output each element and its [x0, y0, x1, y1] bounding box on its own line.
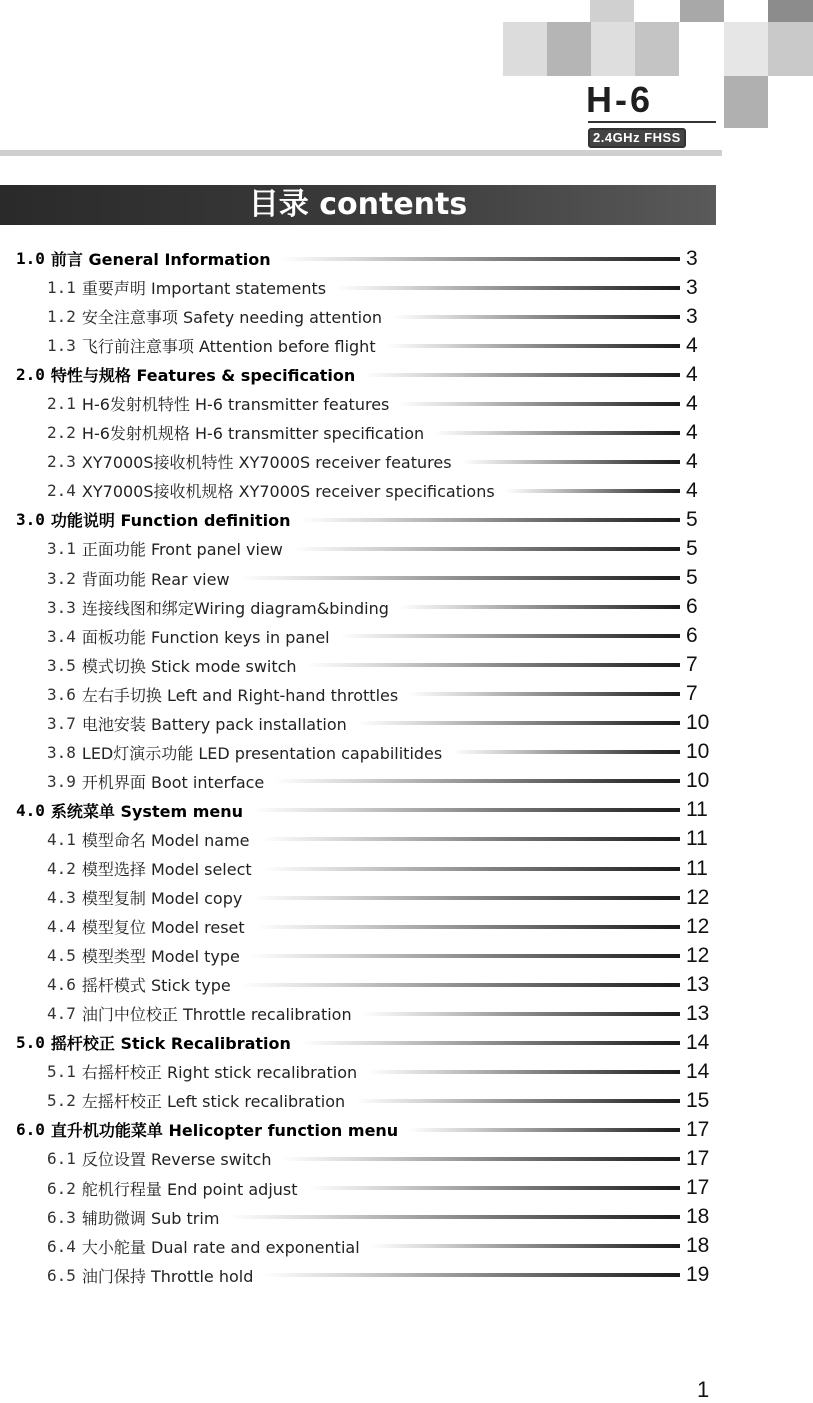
toc-section[interactable]: [0, 244, 722, 273]
toc-leader: [253, 808, 680, 812]
toc-number: 6.0: [16, 1120, 45, 1140]
toc-number: 5.2: [47, 1091, 76, 1111]
toc-section[interactable]: [0, 360, 722, 389]
toc-title: 连接线图和绑定Wiring diagram&binding: [81, 598, 389, 618]
toc-entry[interactable]: [0, 1203, 722, 1232]
toc-page: 4: [686, 333, 698, 357]
toc-number: 6.4: [47, 1236, 76, 1256]
toc-title: 系统菜单 System menu: [50, 801, 244, 821]
toc-page: 3: [686, 246, 698, 270]
toc-title: 模型复制 Model copy: [81, 889, 243, 909]
toc-number: 2.1: [47, 394, 76, 414]
toc-page: 14: [686, 1030, 710, 1054]
toc-title: 面板功能 Function keys in panel: [81, 627, 330, 647]
toc-number: 1.2: [47, 307, 76, 327]
toc-page: 18: [686, 1205, 710, 1229]
toc-number: 3.6: [47, 684, 76, 704]
toc-leader: [399, 402, 680, 406]
toc-leader: [250, 954, 680, 958]
toc-page: 17: [686, 1146, 710, 1170]
toc-leader: [336, 286, 680, 290]
toc-title: 油门中位校正 Throttle recalibration: [81, 1005, 352, 1025]
toc-entry[interactable]: [0, 883, 722, 912]
toc-title: 特性与规格 Features & specification: [50, 366, 356, 386]
toc-leader: [362, 1012, 680, 1016]
toc-entry[interactable]: [0, 738, 722, 767]
toc-page: 11: [686, 827, 708, 851]
toc-number: 1.0: [16, 249, 45, 269]
toc-title: XY7000S接收机规格 XY7000S receiver specifications: [81, 482, 495, 502]
toc-page: 10: [686, 769, 710, 793]
toc-number: 3.7: [47, 713, 76, 733]
decor-square: [724, 76, 768, 128]
toc-title: 辅助微调 Sub trim: [81, 1208, 220, 1228]
toc-page: 12: [686, 885, 710, 909]
toc-entry[interactable]: [0, 1144, 722, 1173]
toc-title: 背面功能 Rear view: [81, 569, 230, 589]
brand-logo: H-6: [586, 79, 654, 120]
decor-square: [768, 22, 813, 76]
toc-page: 17: [686, 1117, 710, 1141]
toc-title: 摇杆模式 Stick type: [81, 976, 231, 996]
toc-number: 3.5: [47, 655, 76, 675]
toc-number: 2.0: [16, 365, 45, 385]
toc-number: 2.4: [47, 481, 76, 501]
decor-square: [724, 22, 768, 76]
toc-title: 左摇杆校正 Left stick recalibration: [81, 1092, 346, 1112]
toc-title: 飞行前注意事项 Attention before flight: [81, 337, 376, 357]
toc-page: 11: [686, 856, 708, 880]
toc-title: 左右手切换 Left and Right-hand throttles: [81, 685, 399, 705]
toc-number: 5.0: [16, 1033, 45, 1053]
toc-title: LED灯演示功能 LED presentation capabilitides: [81, 743, 443, 763]
toc-entry[interactable]: [0, 273, 722, 302]
decor-square: [503, 22, 547, 76]
toc-leader: [408, 1128, 680, 1132]
toc-number: 4.7: [47, 1004, 76, 1024]
toc-number: 3.4: [47, 626, 76, 646]
toc-leader: [307, 663, 680, 667]
toc-page: 12: [686, 943, 710, 967]
toc-entry[interactable]: [0, 709, 722, 738]
toc-leader: [301, 518, 680, 522]
toc-title: 舵机行程量 End point adjust: [81, 1179, 298, 1199]
toc-number: 1.3: [47, 336, 76, 356]
toc-page: 5: [686, 536, 698, 560]
toc-number: 3.2: [47, 568, 76, 588]
toc-title: H-6发射机特性 H-6 transmitter features: [81, 395, 390, 415]
toc-number: 4.2: [47, 859, 76, 878]
toc-number: 2.2: [47, 423, 76, 443]
toc-leader: [263, 1273, 680, 1277]
decor-square: [547, 22, 591, 76]
toc-number: 6.5: [47, 1265, 76, 1285]
toc-leader: [370, 1244, 680, 1248]
toc-entry[interactable]: [0, 534, 722, 563]
toc-title: 模型复位 Model reset: [81, 918, 245, 938]
toc-entry[interactable]: [0, 622, 722, 651]
toc-page: 14: [686, 1059, 710, 1083]
toc-leader: [392, 315, 680, 319]
contents-title-bar: [0, 185, 716, 225]
toc-title: 油门保持 Throttle hold: [81, 1266, 254, 1286]
toc-leader: [434, 431, 680, 435]
toc-page: 10: [686, 740, 710, 764]
toc-page: 4: [686, 449, 698, 473]
toc-leader: [255, 925, 680, 929]
toc-leader: [365, 373, 680, 377]
toc-leader: [386, 344, 680, 348]
toc-leader: [260, 837, 681, 841]
toc-leader: [281, 257, 680, 261]
logo-subtitle: 2.4GHz FHSS: [588, 128, 686, 148]
toc-leader: [241, 983, 680, 987]
toc-page: 18: [686, 1234, 710, 1258]
toc-leader: [262, 867, 680, 871]
toc-entry[interactable]: [0, 651, 722, 680]
toc-number: 4.6: [47, 975, 76, 995]
toc-leader: [355, 1099, 680, 1103]
toc-leader: [367, 1070, 680, 1074]
toc-page: 6: [686, 595, 698, 619]
toc-section[interactable]: [0, 505, 722, 534]
toc-leader: [240, 576, 680, 580]
toc-page: 13: [686, 1001, 710, 1025]
toc-page: 15: [686, 1088, 710, 1112]
header-rule: [0, 150, 722, 156]
toc-page: 12: [686, 914, 710, 938]
toc-entry[interactable]: [0, 302, 722, 331]
toc-entry[interactable]: [0, 418, 722, 447]
toc-page: 7: [686, 653, 698, 677]
toc-number: 3.3: [47, 597, 76, 617]
toc-page: 4: [686, 478, 698, 502]
toc-title: 前言 General Information: [50, 250, 271, 270]
toc-leader: [301, 1041, 680, 1045]
toc-section[interactable]: [0, 1115, 722, 1144]
toc-title: 重要声明 Important statements: [81, 279, 327, 299]
toc-page: 3: [686, 275, 698, 299]
toc-entry[interactable]: [0, 999, 722, 1028]
toc-number: 1.1: [47, 278, 76, 298]
toc-title: 模型类型 Model type: [81, 947, 240, 967]
toc-leader: [308, 1186, 680, 1190]
decor-square: [768, 0, 813, 22]
page-number: 1: [697, 1377, 710, 1402]
toc-number: 5.1: [47, 1062, 76, 1082]
toc-page: 10: [686, 711, 710, 735]
toc-entry[interactable]: [0, 593, 722, 622]
toc-number: 6.3: [47, 1207, 76, 1227]
toc-page: 13: [686, 972, 710, 996]
toc-title: 直升机功能菜单 Helicopter function menu: [50, 1121, 399, 1141]
toc-title: 大小舵量 Dual rate and exponential: [81, 1237, 360, 1257]
toc-entry[interactable]: [0, 476, 722, 505]
toc-leader: [452, 750, 680, 754]
toc-number: 4.4: [47, 917, 76, 937]
toc-number: 3.0: [16, 510, 45, 530]
toc-leader: [505, 489, 680, 493]
toc-entry[interactable]: [0, 1261, 722, 1290]
toc-title: 功能说明 Function definition: [50, 511, 291, 531]
toc-leader: [293, 547, 680, 551]
toc-title: 模型选择 Model select: [81, 860, 252, 879]
toc-leader: [408, 692, 680, 696]
toc-title: 右摇杆校正 Right stick recalibration: [81, 1063, 358, 1083]
toc-leader: [462, 460, 680, 464]
toc-title: 摇杆校正 Stick Recalibration: [50, 1034, 291, 1054]
toc-entry[interactable]: [0, 447, 722, 476]
toc-number: 3.8: [47, 742, 76, 762]
toc-page: 5: [686, 566, 698, 590]
toc-number: 6.1: [47, 1149, 76, 1169]
toc-leader: [340, 634, 680, 638]
toc-entry[interactable]: [0, 854, 722, 883]
toc-leader: [252, 896, 680, 900]
toc-section[interactable]: [0, 796, 722, 825]
toc-number: 4.0: [16, 800, 45, 820]
toc-title: 反位设置 Reverse switch: [81, 1150, 272, 1170]
toc-number: 2.3: [47, 452, 76, 472]
toc-title: XY7000S接收机特性 XY7000S receiver features: [81, 453, 452, 473]
toc-number: 4.1: [47, 829, 76, 849]
toc-page: 4: [686, 391, 698, 415]
toc-entry[interactable]: [0, 825, 722, 854]
toc-page: 5: [686, 507, 698, 531]
toc-leader: [357, 721, 680, 725]
toc-number: 4.5: [47, 946, 76, 966]
toc-page: 4: [686, 420, 698, 444]
toc-leader: [229, 1215, 680, 1219]
toc-title: 正面功能 Front panel view: [81, 540, 283, 560]
toc-section[interactable]: [0, 1028, 722, 1057]
toc-entry[interactable]: [0, 680, 722, 709]
toc-page: 3: [686, 304, 698, 328]
toc-page: 4: [686, 362, 698, 386]
toc-title: 电池安装 Battery pack installation: [81, 714, 347, 734]
toc-number: 6.2: [47, 1178, 76, 1198]
toc-page: 17: [686, 1176, 710, 1200]
toc-title: 安全注意事项 Safety needing attention: [81, 308, 383, 328]
toc-page: 7: [686, 682, 698, 706]
toc-entry[interactable]: [0, 1057, 722, 1086]
toc-page: 11: [686, 798, 708, 822]
toc-entry[interactable]: [0, 912, 722, 941]
toc-entry[interactable]: [0, 1232, 722, 1261]
toc-page: 6: [686, 624, 698, 648]
toc-title: 开机界面 Boot interface: [81, 772, 265, 792]
toc-entry[interactable]: [0, 941, 722, 970]
toc-number: 3.9: [47, 771, 76, 791]
decor-square: [635, 22, 679, 76]
toc-entry[interactable]: [0, 970, 722, 999]
toc-title: H-6发射机规格 H-6 transmitter specification: [81, 424, 425, 444]
table-of-contents: [0, 244, 722, 1290]
toc-leader: [281, 1157, 680, 1161]
logo-rule: [588, 121, 716, 123]
decor-square: [590, 0, 634, 22]
toc-entry[interactable]: [0, 331, 722, 360]
toc-leader: [274, 779, 680, 783]
contents-heading: 目录 contents: [248, 187, 468, 222]
toc-entry[interactable]: [0, 389, 722, 418]
toc-page: 19: [686, 1263, 710, 1287]
toc-entry[interactable]: [0, 767, 722, 796]
toc-entry[interactable]: [0, 1086, 722, 1115]
toc-number: 4.3: [47, 888, 76, 908]
decor-square: [680, 0, 724, 22]
toc-entry[interactable]: [0, 1174, 722, 1203]
toc-title: 模型命名 Model name: [81, 830, 250, 850]
toc-title: 模式切换 Stick mode switch: [81, 656, 297, 676]
decor-square: [591, 22, 635, 76]
toc-number: 3.1: [47, 539, 76, 559]
toc-entry[interactable]: [0, 564, 722, 593]
toc-leader: [399, 605, 680, 609]
